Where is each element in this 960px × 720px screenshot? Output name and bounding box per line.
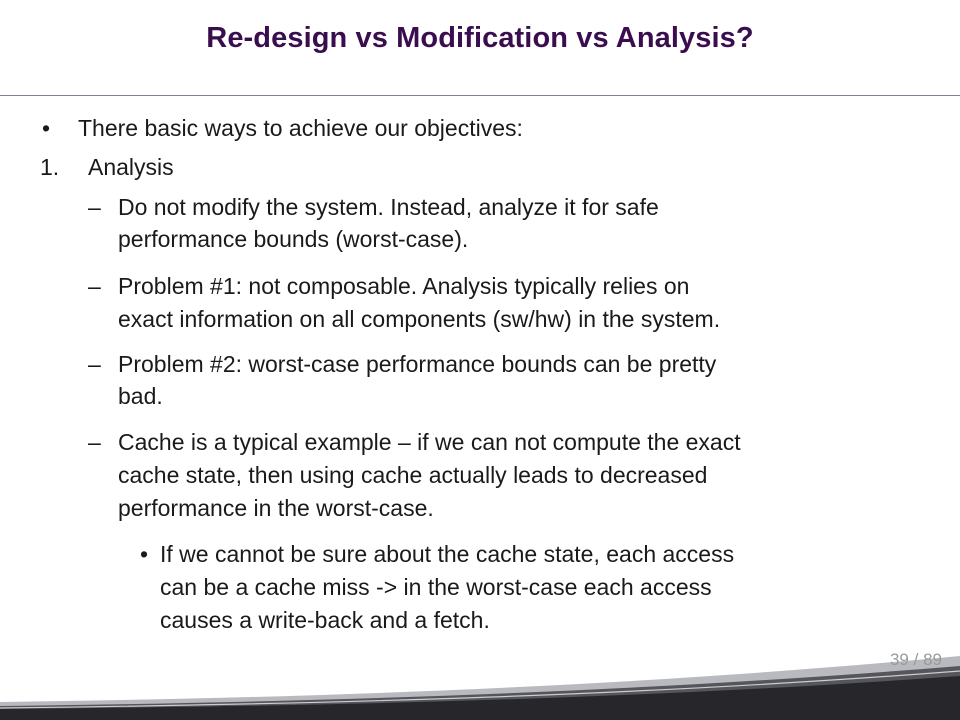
sub-item-line: Problem #1: not composable. Analysis typically relies on [118, 273, 690, 299]
sub-item-dash: – [88, 351, 101, 377]
sub-item-line: performance in the worst-case. [118, 495, 434, 521]
sub-item-line: bad. [118, 383, 163, 409]
sub-item-line: Cache is a typical example – if we can not compute the exact [118, 429, 741, 455]
numbered-item-label: Analysis [88, 154, 174, 180]
numbered-item-number: 1. [40, 154, 60, 180]
nested-bullet-line: causes a write-back and a fetch. [160, 607, 490, 633]
current-page-number: 39 [889, 650, 909, 669]
sub-item-dash: – [88, 429, 101, 455]
nested-bullet-line: If we cannot be sure about the cache state, each access [160, 541, 735, 567]
nested-bullet-marker: • [140, 541, 149, 567]
page-separator: / [913, 650, 919, 669]
sub-item-dash: – [88, 194, 101, 220]
sub-item-line: exact information on all components (sw/hw) in the system. [118, 306, 721, 332]
footer-swoosh-graphic [0, 610, 960, 720]
sub-item-line: Do not modify the system. Instead, analyze it for safe [118, 194, 659, 220]
nested-bullet-line: can be a cache miss -> in the worst-case each access [160, 574, 712, 600]
total-pages-number: 89 [923, 650, 942, 669]
slide-title: Re-design vs Modification vs Analysis? [206, 22, 754, 54]
page-number [890, 650, 942, 670]
intro-text: There basic ways to achieve our objectives: [78, 115, 523, 141]
sub-item-line: cache state, then using cache actually leads to decreased [118, 462, 708, 488]
sub-item-dash: – [88, 273, 101, 299]
sub-item-line: performance bounds (worst-case). [118, 226, 469, 252]
intro-bullet-marker: • [42, 115, 51, 141]
sub-item-line: Problem #2: worst-case performance bounds can be pretty [118, 351, 717, 377]
